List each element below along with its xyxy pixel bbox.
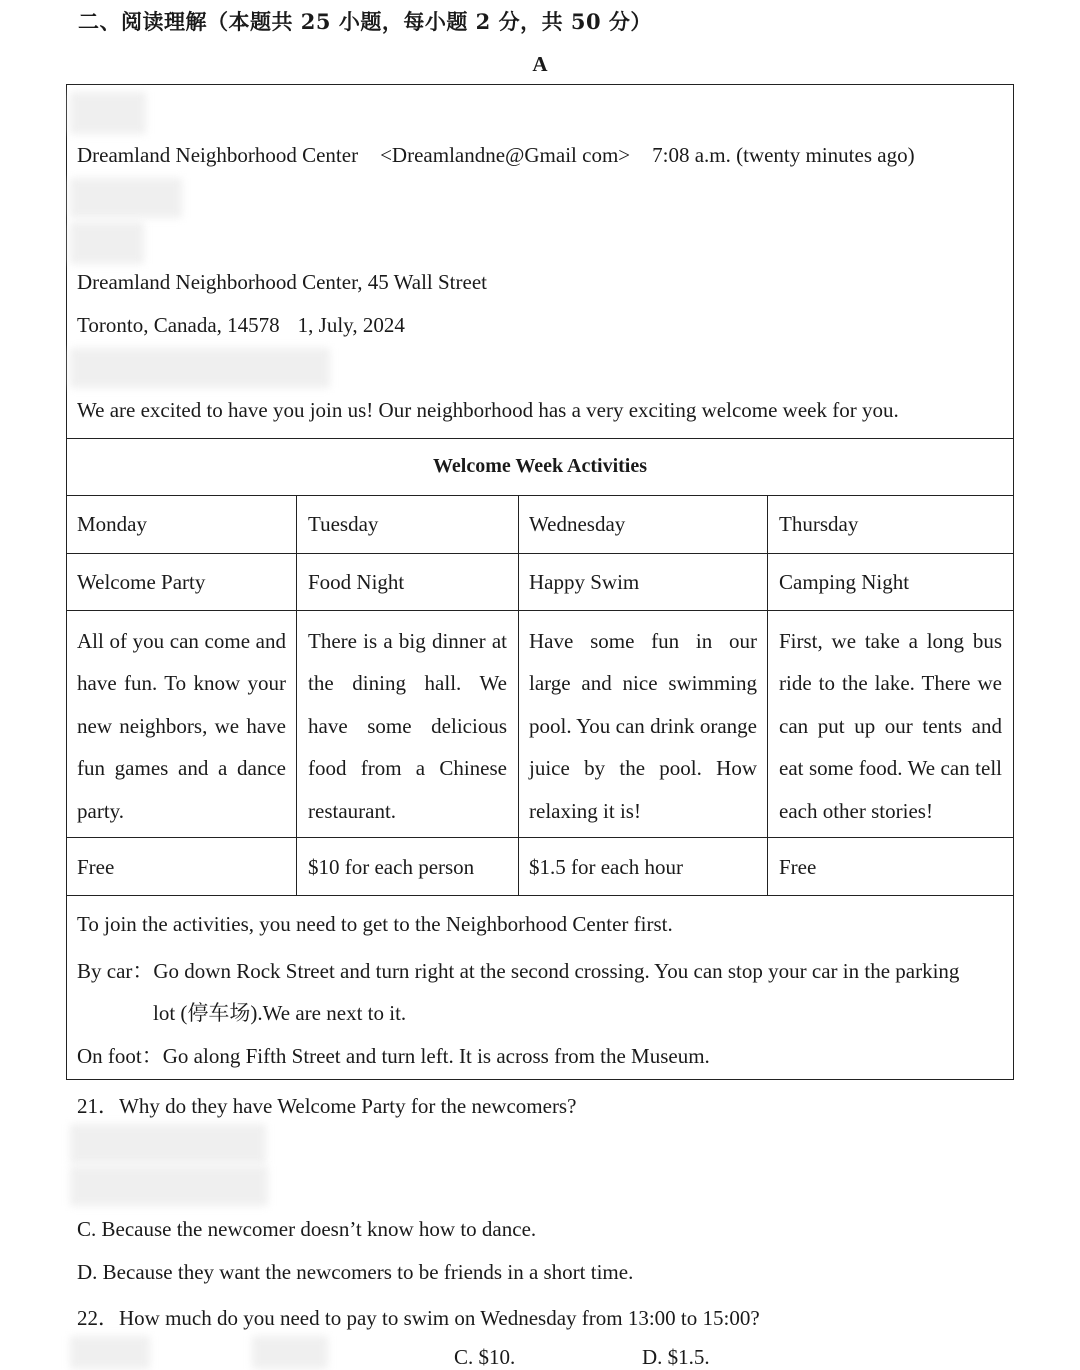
address-city: Toronto, Canada, 14578 [77, 313, 280, 337]
day-tuesday: Tuesday [308, 512, 379, 536]
email-time: 7:08 a.m. (twenty minutes ago) [652, 143, 915, 167]
redacted-area [70, 1124, 266, 1164]
redacted-area [70, 178, 182, 218]
address-line: Dreamland Neighborhood Center, 45 Wall Street [77, 270, 487, 294]
table-bottom-border [66, 895, 1014, 896]
email-sender-line [77, 143, 915, 168]
passage-label: A [532, 52, 548, 76]
question-22-option-d: D. $1.5. [642, 1345, 710, 1369]
table-title: Welcome Week Activities [432, 455, 648, 477]
table-row-border [66, 553, 1014, 554]
sender-email: <Dreamlandne@Gmail com> [380, 143, 631, 167]
price-thursday: Free [779, 855, 817, 879]
activity-monday: Welcome Party [77, 570, 206, 594]
sender-name: Dreamland Neighborhood Center [77, 143, 359, 167]
table-column-border [296, 495, 297, 895]
price-monday: Free [77, 855, 115, 879]
redacted-area [70, 348, 330, 388]
question-21-option-c: C. Because the newcomer doesn’t know how to dance. [77, 1217, 537, 1241]
table-row-border [66, 495, 1014, 496]
address-city-date-line [77, 313, 405, 338]
question-21: 21．Why do they have Welcome Party for the newcomers? [77, 1094, 577, 1118]
activity-wednesday: Happy Swim [529, 570, 640, 594]
table-row-border [66, 610, 1014, 611]
directions-by-car: By car：Go down Rock Street and turn right at the second crossing. You can stop your car in the parking [77, 959, 960, 983]
directions-intro: To join the activities, you need to get to the Neighborhood Center first. [77, 912, 673, 936]
activity-tuesday: Food Night [308, 570, 405, 594]
description-thursday: First, we take a long bus ride to the lake. There we can put up our tents and eat some food. We can tell each other stories! [779, 629, 1002, 823]
question-22-option-c: C. $10. [454, 1345, 516, 1369]
section-title: 二、阅读理解（本题共 25 小题，每小题 2 分，共 50 分） [78, 9, 652, 34]
directions-on-foot: On foot：Go along Fifth Street and turn left. It is across from the Museum. [77, 1044, 710, 1068]
question-22: 22．How much do you need to pay to swim on Wednesday from 13:00 to 15:00? [77, 1306, 760, 1330]
day-wednesday: Wednesday [529, 512, 626, 536]
description-wednesday: Have some fun in our large and nice swimming pool. You can drink orange juice by the pool. How relaxing it is! [529, 629, 757, 823]
email-intro: We are excited to have you join us! Our neighborhood has a very exciting welcome week for you. [77, 398, 899, 422]
table-column-border [518, 495, 519, 895]
day-thursday: Thursday [779, 512, 859, 536]
address-date: 1, July, 2024 [297, 313, 405, 337]
description-monday: All of you can come and have fun. To know your new neighbors, we have fun games and a dance party. [77, 629, 286, 823]
table-row-border [66, 837, 1014, 838]
redacted-area [70, 92, 146, 134]
question-21-option-d: D. Because they want the newcomers to be friends in a short time. [77, 1260, 634, 1284]
redacted-area [70, 1336, 150, 1369]
directions-by-car-continued: lot (停车场).We are next to it. [153, 1001, 407, 1025]
redacted-area [70, 1166, 268, 1206]
table-top-border [66, 438, 1014, 439]
price-tuesday: $10 for each person [308, 855, 475, 879]
redacted-area [252, 1336, 328, 1369]
redacted-area [70, 222, 144, 264]
activity-thursday: Camping Night [779, 570, 910, 594]
description-tuesday: There is a big dinner at the dining hall. We have some delicious food from a Chinese restaurant. [308, 629, 507, 823]
table-column-border [767, 495, 768, 895]
day-monday: Monday [77, 512, 147, 536]
price-wednesday: $1.5 for each hour [529, 855, 683, 879]
